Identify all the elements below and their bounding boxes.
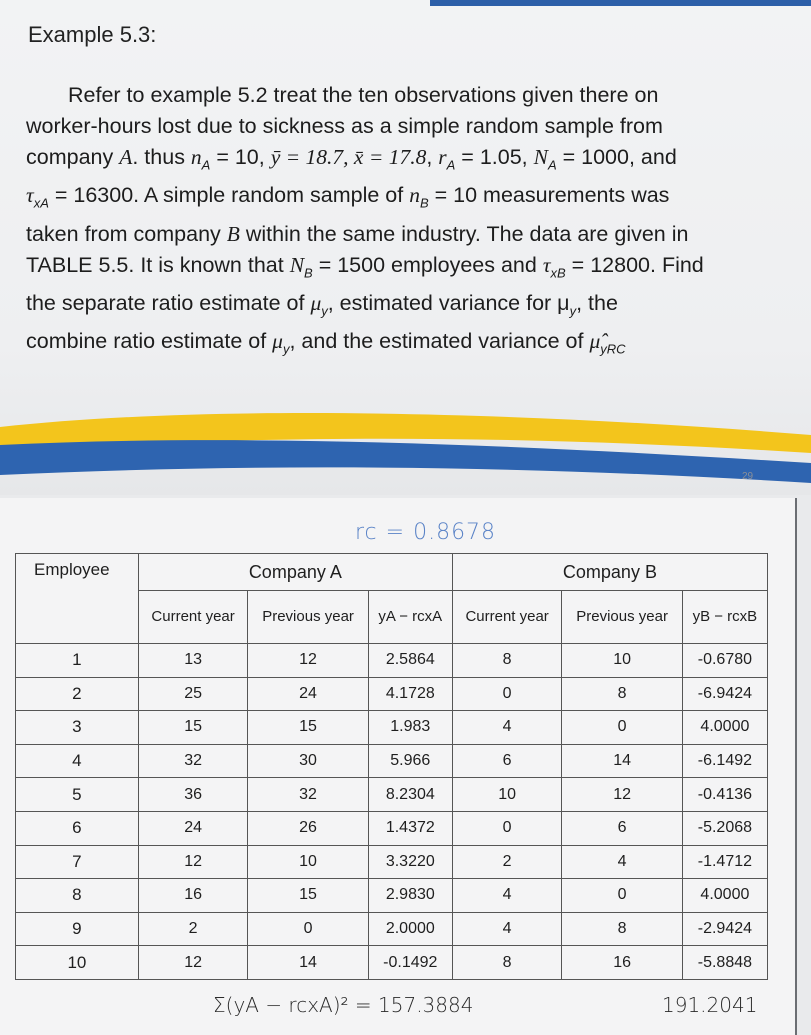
employee-number-cell: 10: [16, 946, 139, 980]
text-segment: , and the estimated variance of: [289, 329, 590, 354]
table-cell: 16: [562, 946, 682, 980]
table-cell: 15: [248, 711, 368, 745]
table-cell: 12: [138, 845, 248, 879]
table-cell: 16: [138, 879, 248, 913]
table-cell: 30: [248, 744, 368, 778]
text-segment: = 1000, and: [556, 145, 677, 169]
text-segment: = 1500 employees and: [312, 252, 543, 277]
paragraph-line: [26, 219, 796, 250]
text-segment: , estimated variance for μ: [327, 290, 570, 315]
text-segment: N: [289, 252, 305, 277]
subscript: xA: [33, 195, 49, 211]
table-row: [16, 879, 768, 913]
table-cell: 15: [138, 711, 248, 745]
table-cell: 10: [452, 778, 562, 812]
column-header: Current year: [452, 591, 562, 644]
table-cell: -5.2068: [682, 811, 767, 845]
subscript: y: [569, 303, 577, 319]
paragraph-line: [26, 288, 796, 326]
text-segment: μ: [272, 329, 283, 354]
table-cell: 0: [452, 677, 562, 711]
table-cell: -0.6780: [682, 644, 767, 678]
table-cell: 5.966: [368, 744, 452, 778]
text-segment: TABLE 5.5. It is known that: [26, 252, 290, 277]
problem-statement: [26, 80, 796, 364]
text-segment: n: [409, 183, 420, 208]
table-row: [16, 644, 768, 678]
table-cell: 4: [452, 879, 562, 913]
table-cell: -5.8848: [682, 946, 767, 980]
text-segment: Refer to example 5.2 treat the ten observations given there on: [68, 83, 659, 107]
table-cell: 4.1728: [368, 677, 452, 711]
table-cell: 14: [562, 744, 682, 778]
page-number: 29: [742, 471, 754, 482]
table-row: [16, 811, 768, 845]
subscript: y: [321, 303, 328, 319]
slide-decoration-swoosh: [0, 405, 811, 495]
text-segment: the separate ratio estimate of: [26, 290, 311, 315]
subscript: xB: [550, 264, 566, 280]
table-cell: 8: [562, 677, 682, 711]
table-cell: -2.9424: [682, 912, 767, 946]
text-segment: = 10,: [210, 145, 271, 169]
table-cell: 8: [562, 912, 682, 946]
table-cell: 32: [138, 744, 248, 778]
text-segment: ȳ = 18.7, x̄ = 17.8: [270, 145, 427, 169]
column-header: yA − rcxA: [368, 591, 452, 644]
table-row: [16, 912, 768, 946]
table-cell: 0: [562, 711, 682, 745]
table-cell: 8: [452, 644, 562, 678]
text-segment: combine ratio estimate of: [26, 329, 273, 354]
table-cell: 2.5864: [368, 644, 452, 678]
table-cell: 24: [248, 677, 368, 711]
text-segment: . thus: [132, 145, 191, 169]
table-cell: 4: [452, 912, 562, 946]
table-row: [16, 711, 768, 745]
subscript: A: [547, 157, 557, 173]
subscript: B: [419, 195, 429, 211]
handwritten-sum-b: 191.2041: [662, 993, 758, 1017]
employee-number-cell: 3: [16, 711, 139, 745]
table-cell: 25: [138, 677, 248, 711]
table-cell: 0: [452, 811, 562, 845]
table-cell: 0: [248, 912, 368, 946]
table-cell: 12: [138, 946, 248, 980]
paragraph-line: [26, 250, 796, 288]
text-segment: A: [119, 145, 133, 169]
text-segment: τ: [26, 183, 34, 208]
text-segment: = 12800. Find: [565, 252, 704, 277]
table-row: [16, 946, 768, 980]
table-cell: -0.1492: [368, 946, 452, 980]
text-segment: = 10 measurements was: [428, 183, 670, 208]
slide-top-bar: [430, 0, 811, 6]
paragraph-line: [26, 326, 796, 364]
example-title: Example 5.3:: [28, 22, 157, 47]
table-cell: 2.9830: [368, 879, 452, 913]
table-cell: 1.983: [368, 711, 452, 745]
paragraph-line: [26, 142, 796, 180]
table-cell: 6: [452, 744, 562, 778]
employee-number-cell: 5: [16, 778, 139, 812]
text-segment: n: [190, 145, 202, 169]
table-cell: 2: [138, 912, 248, 946]
table-cell: 2: [452, 845, 562, 879]
table-row: [16, 845, 768, 879]
column-header: Current year: [138, 591, 248, 644]
employee-number-cell: 8: [16, 879, 139, 913]
text-segment: τ: [542, 252, 551, 277]
table-cell: 8: [452, 946, 562, 980]
table-cell: -6.9424: [682, 677, 767, 711]
employee-number-cell: 9: [16, 912, 139, 946]
table-cell: 8.2304: [368, 778, 452, 812]
company-a-header: Company A: [138, 554, 452, 591]
table-row: [16, 677, 768, 711]
text-segment: μ: [310, 290, 322, 315]
table-cell: 1.4372: [368, 811, 452, 845]
table-cell: 13: [138, 644, 248, 678]
employee-number-cell: 4: [16, 744, 139, 778]
company-b-header: Company B: [452, 554, 767, 591]
text-segment: company: [26, 145, 120, 169]
table-cell: -1.4712: [682, 845, 767, 879]
text-segment: = 1.05,: [455, 145, 534, 169]
table-cell: 4.0000: [682, 879, 767, 913]
employee-number-cell: 1: [16, 644, 139, 678]
table-cell: 0: [562, 879, 682, 913]
column-header: Previous year: [562, 591, 682, 644]
text-segment: worker-hours lost due to sickness as a simple random sample from: [26, 114, 663, 138]
employee-number-cell: 6: [16, 811, 139, 845]
table-cell: 4: [562, 845, 682, 879]
text-segment: , the: [576, 290, 618, 315]
text-segment: ,: [426, 145, 439, 169]
data-table-5-5: [15, 553, 768, 980]
paragraph-line: [26, 180, 796, 218]
lecture-slide: [0, 0, 811, 495]
table-cell: 32: [248, 778, 368, 812]
text-segment: within the same industry. The data are given in: [239, 221, 689, 246]
text-segment: N: [533, 145, 548, 169]
table-row: [16, 744, 768, 778]
subscript: A: [446, 157, 456, 173]
table-cell: -6.1492: [682, 744, 767, 778]
table-cell: 4: [452, 711, 562, 745]
table-cell: -0.4136: [682, 778, 767, 812]
column-header: Previous year: [248, 591, 368, 644]
table-row: [16, 778, 768, 812]
subscript: B: [304, 264, 313, 280]
text-segment: r: [438, 145, 447, 169]
text-segment: B: [226, 221, 240, 246]
table-cell: 14: [248, 946, 368, 980]
paragraph-line: [26, 111, 796, 142]
table-cell: 12: [562, 778, 682, 812]
text-segment: μ̂: [589, 329, 601, 354]
handwritten-sum-a: Σ(yA − rcxA)² = 157.3884: [213, 993, 474, 1017]
handwritten-rc-note: rc = 0.8678: [355, 520, 497, 545]
subscript: yRC: [600, 341, 626, 357]
table-cell: 36: [138, 778, 248, 812]
table-cell: 3.3220: [368, 845, 452, 879]
column-header: yB − rcxB: [682, 591, 767, 644]
text-segment: taken from company: [26, 221, 227, 246]
employee-number-cell: 7: [16, 845, 139, 879]
subscript: y: [282, 341, 290, 357]
table-cell: 15: [248, 879, 368, 913]
table-cell: 6: [562, 811, 682, 845]
table-cell: 2.0000: [368, 912, 452, 946]
subscript: A: [201, 157, 211, 173]
text-segment: = 16300. A simple random sample of: [48, 183, 410, 208]
table-cell: 10: [248, 845, 368, 879]
paragraph-line: [26, 80, 796, 111]
table-cell: 4.0000: [682, 711, 767, 745]
table-cell: 12: [248, 644, 368, 678]
table-cell: 26: [248, 811, 368, 845]
table-cell: 24: [138, 811, 248, 845]
table-cell: 10: [562, 644, 682, 678]
employee-header: Employee: [16, 554, 139, 644]
employee-number-cell: 2: [16, 677, 139, 711]
